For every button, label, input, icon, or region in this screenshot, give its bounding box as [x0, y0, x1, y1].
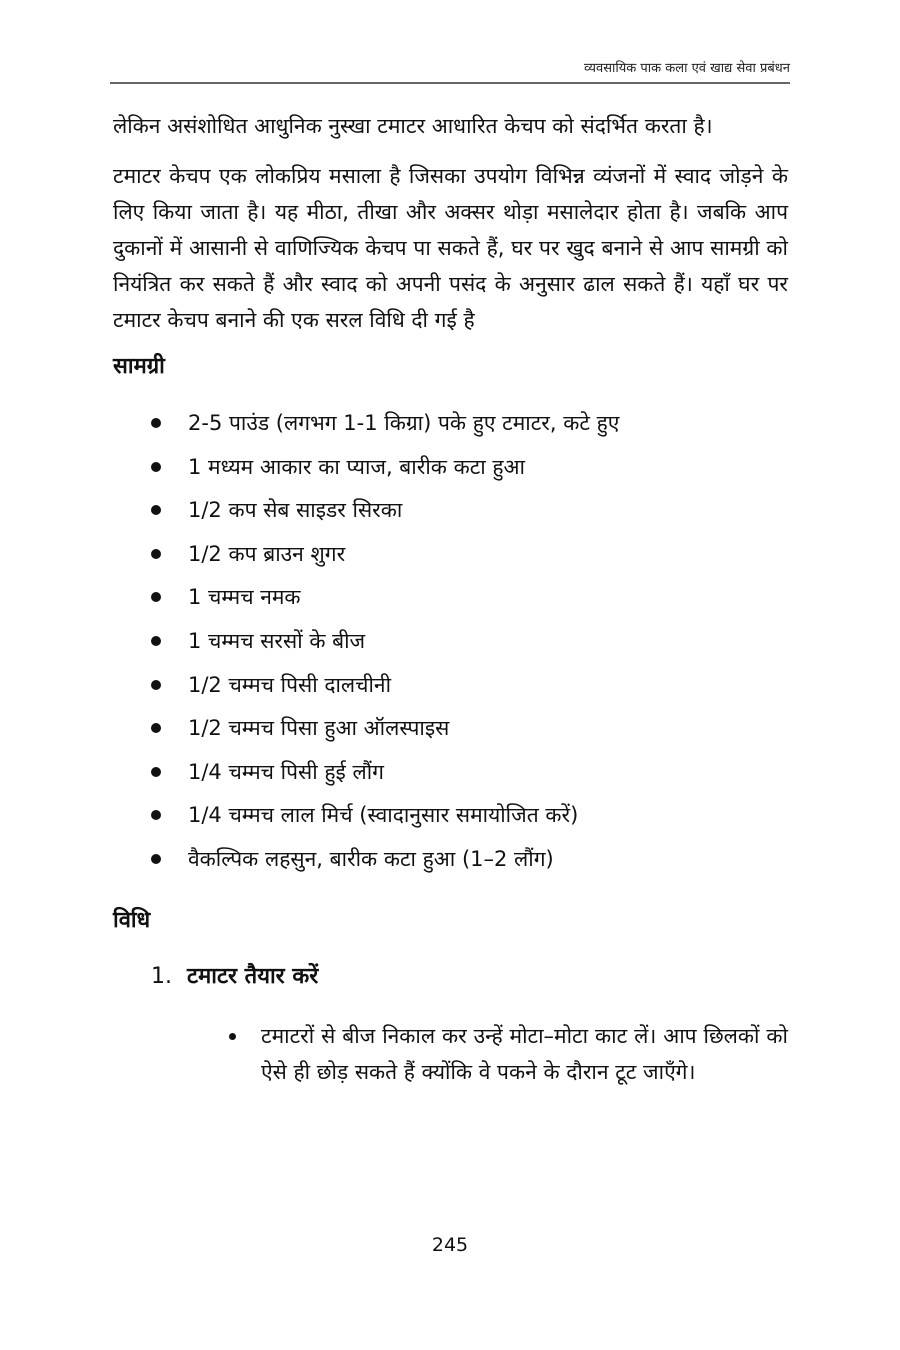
bullet-icon: [151, 549, 161, 559]
bullet-icon: [151, 810, 161, 820]
list-item: 1/2 चम्मच पिसी दालचीनी: [113, 670, 788, 714]
method-step-1: [151, 962, 788, 992]
list-item: 1/2 कप सेब साइडर सिरका: [113, 495, 788, 539]
list-item: 1/4 चम्मच लाल मिर्च (स्वादानुसार समायोजित करें): [113, 800, 788, 844]
step-1-text: टमाटरों से बीज निकाल कर उन्हें मोटा–मोटा काट लें। आप छिलकों को ऐसे ही छोड़ सकते हैं क्योंकि वे पकने के दौरान टूट जाएँगे।: [261, 1023, 788, 1084]
bullet-icon: [151, 680, 161, 690]
bullet-icon: [151, 854, 161, 864]
header-rule: [110, 82, 790, 84]
step-1-detail: [261, 1018, 788, 1090]
bullet-icon: [151, 636, 161, 646]
list-item: वैकल्पिक लहसुन, बारीक कटा हुआ (1–2 लौंग): [113, 844, 788, 888]
bullet-icon: [151, 418, 161, 428]
list-item: 1 चम्मच नमक: [113, 582, 788, 626]
page-content: [113, 108, 788, 1090]
list-item: 1 चम्मच सरसों के बीज: [113, 626, 788, 670]
bullet-icon: [151, 592, 161, 602]
ingredients-list: [113, 408, 788, 888]
method-heading: विधि: [113, 907, 151, 933]
bullet-icon: [229, 1033, 236, 1040]
list-item: 1/2 चम्मच पिसा हुआ ऑलस्पाइस: [113, 713, 788, 757]
step-number: 1.: [151, 963, 172, 989]
page-number: 245: [431, 1234, 469, 1256]
bullet-icon: [151, 462, 161, 472]
description-paragraph: टमाटर केचप एक लोकप्रिय मसाला है जिसका उपयोग विभिन्न व्यंजनों में स्वाद जोड़ने के लिए किया जाता है। यह मीठा, तीखा और अक्सर थोड़ा मसालेदार होता है। जबकि आप दुकानों में आसानी से वाणिज्यिक केचप पा सकते हैं, घर पर खुद बनाने से आप सामग्री को नियंत्रित कर सकते हैं और स्वाद को अपनी पसंद के अनुसार ढाल सकते हैं। यहाँ घर पर टमाटर केचप बनाने की एक सरल विधि दी गई है: [113, 164, 788, 332]
running-header: व्यवसायिक पाक कला एवं खाद्य सेवा प्रबंधन: [584, 61, 790, 76]
intro-paragraph: लेकिन असंशोधित आधुनिक नुस्खा टमाटर आधारित केचप को संदर्भित करता है।: [113, 114, 713, 138]
step-title: टमाटर तैयार करें: [187, 963, 319, 989]
list-item: 1 मध्यम आकार का प्याज, बारीक कटा हुआ: [113, 452, 788, 496]
list-item: 1/4 चम्मच पिसी हुई लौंग: [113, 757, 788, 801]
list-item: 2-5 पाउंड (लगभग 1-1 किग्रा) पके हुए टमाटर, कटे हुए: [113, 408, 788, 452]
bullet-icon: [151, 767, 161, 777]
list-item: 1/2 कप ब्राउन शुगर: [113, 539, 788, 583]
bullet-icon: [151, 723, 161, 733]
bullet-icon: [151, 505, 161, 515]
ingredients-heading: सामग्री: [113, 354, 165, 379]
